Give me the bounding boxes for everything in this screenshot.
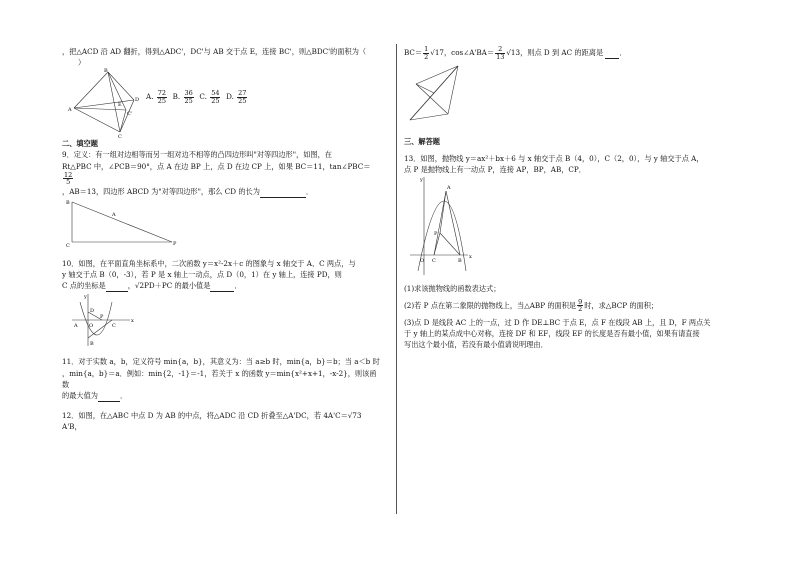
q8-continuation: ，把△ACD 沿 AD 翻折，得到△ADC'，DC'与 AB 交于点 E，连接 BC'，则△BDC'的面积为（	[62, 47, 367, 56]
fig13-label-y: y	[420, 177, 423, 184]
q13-subq2: (2)若 P 点在第二象限的抛物线上，当△ABP 的面积是 $\frac{9}{2}$ 时，求△BCP 的面积；	[404, 297, 659, 314]
fig10-label-P: P	[100, 314, 104, 321]
q11-text-line1: 11．对于实数 a，b，定义符号 min{a，b}，其意义为：当 a≥b 时，min{a，b}＝b；当 a＜b 时	[62, 357, 380, 367]
q9-answer-blank[interactable]	[260, 186, 306, 198]
fig13-label-x: x	[469, 254, 472, 261]
q9-text-line3: ，AB＝13，四边形 ABCD 为"对等四边形"，那么 CD 的长为 ．	[62, 186, 380, 198]
fig8-label-D: D	[135, 97, 140, 104]
q12-continuation: BC＝ $\frac{1}{2}$ √17，cos∠A'BA＝ $\frac{2}{13}$ √13，则点 D 到 AC 的距离是 ．	[404, 45, 627, 61]
fig8-label-B: B	[104, 68, 108, 75]
fig9-label-C: C	[66, 242, 70, 249]
fig10-label-B: B	[90, 341, 94, 348]
fig8-label-Cp: C'	[127, 111, 133, 118]
fig13-label-C: C	[432, 258, 436, 265]
q10-text-line1: 10．如图，在平面直角坐标系中，二次函数 y＝x²-2x＋c 的图象与 x 轴交于 A、C 两点，与	[62, 258, 356, 268]
q8-paren-close: ）	[78, 58, 86, 68]
fig10-label-y: y	[84, 294, 87, 301]
q10-figure	[68, 292, 138, 348]
q12-answer-blank[interactable]	[605, 47, 619, 59]
q9-figure	[62, 198, 182, 248]
q13-text-line2: 点 P 是抛物线上有一动点 P，连接 AP，BP，AB，CP．	[404, 165, 586, 175]
fig9-label-B: B	[66, 199, 70, 206]
fig13-label-O: O	[420, 258, 425, 265]
choice-d[interactable]: D. $\frac{27}{25}$	[226, 89, 247, 105]
q10-text-line3: C 点的坐标是 ，√2PD＋PC 的最小值是 ．	[62, 280, 380, 292]
q9-text-line1: 9．定义：有一组对边相等而另一组对边不相等的凸四边形叫"对等四边形"，如图，在	[62, 150, 332, 160]
q12-figure	[404, 60, 484, 122]
q10-answer-blank-1[interactable]	[106, 280, 128, 292]
q13-subq3-line1: (3)点 D 是线段 AC 上的一点，过 D 作 DE⊥BC 于点 E，点 F 在线段 AB 上，且 D，F 两点关	[404, 317, 711, 327]
fig13-label-A: A	[447, 185, 451, 192]
right-column	[404, 46, 734, 350]
fig10-label-x: x	[131, 318, 134, 325]
fig8-label-E: E	[118, 102, 122, 109]
q13-subq3-line2: 于 y 轴上的某点成中心对称，连接 DF 和 EF，线段 EF 的长度是否有最小值，如果有请直接	[404, 328, 700, 338]
q8-choices	[146, 90, 248, 104]
choice-c[interactable]: C. $\frac{54}{25}$	[199, 89, 220, 105]
q11-text-line3: 的最大值为 ．	[62, 390, 380, 402]
q11-text-line2: ，min{a，b}＝a．例如：min{2，-1}＝-1，若关于 x 的函数 y＝min{x²+x+1，-x-2}，则该函数	[62, 368, 377, 389]
q12-text-line1: 12．如图，在△ABC 中点 D 为 AB 的中点，将△ADC 沿 CD 折叠至△A'DC，若 4A'C＝√73 A'B，	[62, 411, 362, 432]
fig8-label-C: C	[118, 134, 122, 141]
choice-a[interactable]: A. $\frac{72}{25}$	[146, 89, 167, 105]
fig10-label-D: D	[90, 308, 95, 315]
q10-answer-blank-2[interactable]	[210, 280, 234, 292]
q13-subq1: (1)求该抛物线的函数表达式；	[404, 284, 501, 294]
q9-text-line2: Rt△PBC 中，∠PCB＝90°，点 A 在边 BP 上，点 D 在边 CP 上，如果 BC＝11，tan∠PBC＝ $\frac{12}{5}$	[62, 161, 371, 187]
q8-figure-row	[62, 68, 380, 141]
fig13-label-P: P	[434, 231, 438, 238]
fig13-label-B: B	[458, 258, 462, 265]
q13-subq3-line3: 写出这个最小值，若没有最小值请说明理由．	[404, 339, 548, 349]
q8-figure	[62, 68, 140, 141]
section-solutions: 三、解答题	[404, 137, 440, 146]
left-column	[62, 46, 380, 432]
choice-b[interactable]: B. $\frac{36}{25}$	[172, 89, 193, 105]
fig10-label-C: C	[112, 323, 116, 330]
fig8-label-A: A	[68, 107, 72, 114]
q13-figure	[408, 175, 474, 279]
fig9-label-A: A	[112, 211, 116, 218]
fig10-label-O: O	[89, 323, 94, 330]
fig9-label-P: P	[173, 240, 177, 247]
q13-text-line1: 13．如图，抛物线 y＝ax²＋bx＋6 与 x 轴交于点 B（4，0），C（2，0），与 y 轴交于点 A，	[404, 154, 704, 164]
fig10-label-A: A	[74, 323, 78, 330]
q10-text-line2: y 轴交于点 B（0，-3），若 P 是 x 轴上一动点，点 D（0，1）在 y 轴上，连接 PD，则	[62, 270, 342, 280]
section-fill-in: 二、填空题	[62, 139, 98, 149]
q11-answer-blank[interactable]	[98, 390, 120, 402]
column-divider	[396, 44, 397, 514]
